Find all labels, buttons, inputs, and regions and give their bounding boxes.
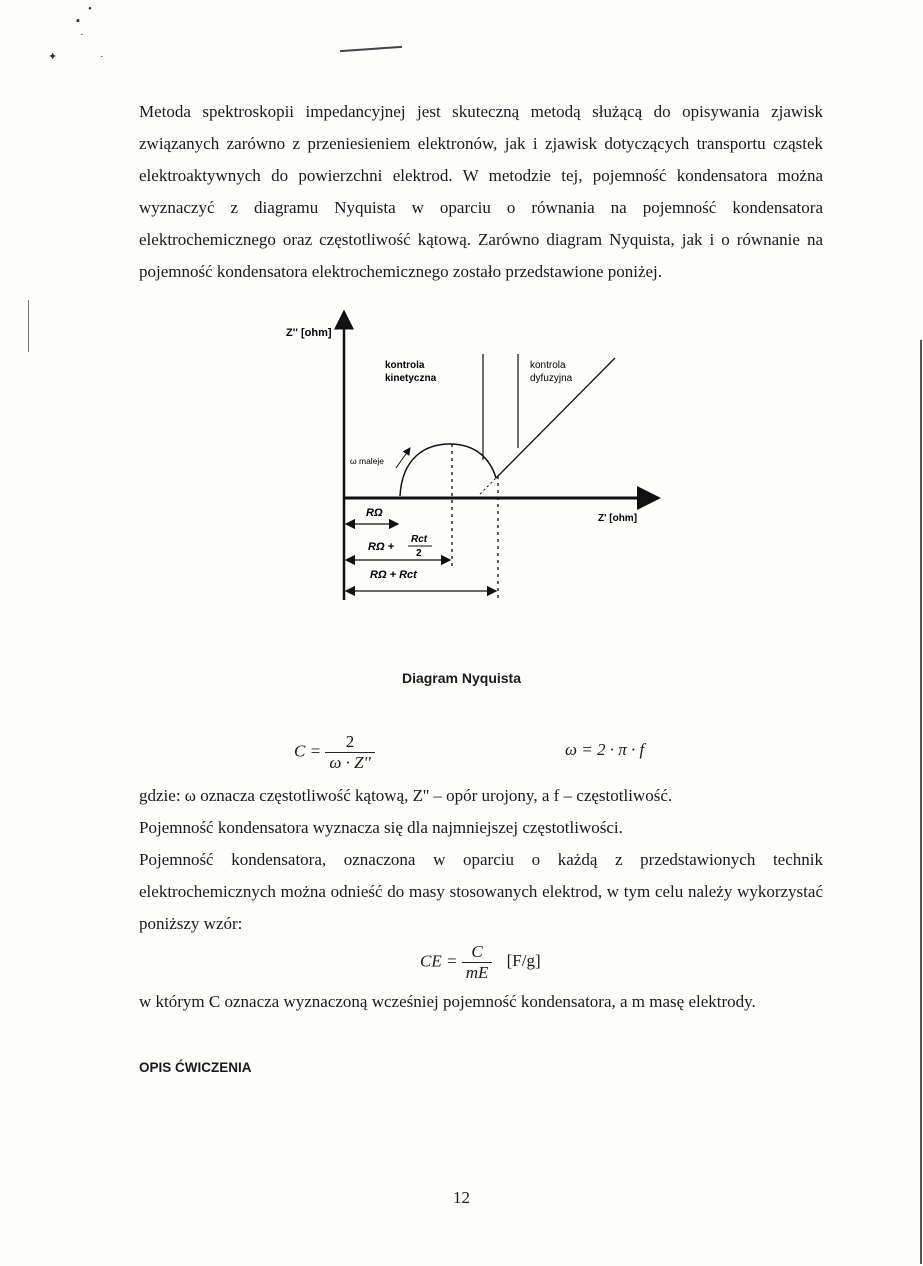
rct-den: 2: [416, 548, 422, 559]
page-edge-shadow: [920, 340, 922, 1264]
intro-paragraph: Metoda spektroskopii impedancyjnej jest skuteczną metodą służącą do opisywania zjawisk związanych zarówno z przeniesieniem elektronów, jak i zjawisk dotyczących transportu cząstek elektroaktywnych do powierzchni elektrod. W metodzie tej, pojemność kondensatora można wyznaczyć z diagramu Nyquista w oparciu o równania na pojemność kondensatora elektrochemicznego oraz częstotliwość kątową. Zarówno diagram Nyquista, jak i o równanie na pojemność kondensatora elektrochemicznego zostało przedstawione poniżej.: [139, 102, 823, 281]
page-number: 12: [453, 1188, 470, 1207]
y-axis-label: Z'' [ohm]: [286, 327, 332, 339]
semicircle-curve: [400, 444, 496, 496]
nyquist-diagram: [280, 308, 680, 608]
min-frequency-line: Pojemność kondensatora wyznacza się dla najmniejszej częstotliwości.: [139, 818, 623, 837]
capacitance-fraction: $\frac{2}{\omega \cdot Z''}$: [325, 732, 374, 773]
section-heading: OPIS ĆWICZENIA: [139, 1060, 252, 1075]
scan-speck: ·: [80, 29, 84, 41]
specific-capacitance-formula: CE = $\frac{C}{mE}$ [F/g]: [420, 942, 541, 982]
x-axis-label: Z' [ohm]: [598, 513, 638, 524]
explanation-block: [139, 780, 823, 940]
scan-speck: ▪: [76, 15, 80, 27]
angular-frequency-formula: ω = 2 · π · f: [565, 740, 645, 759]
label-diffusion: kontrola dyfuzyjna: [530, 360, 573, 384]
r-omega-rct-label: RΩ + Rct: [370, 569, 417, 581]
label-kinetic: kontrola kinetyczna: [385, 360, 437, 384]
dashed-tangent: [480, 478, 496, 494]
scan-dash: [340, 46, 402, 52]
r-omega-label: RΩ: [366, 507, 383, 519]
scan-speck: ✦: [48, 51, 58, 63]
scan-speck: •: [88, 3, 92, 15]
scan-speck: ·: [100, 51, 104, 63]
after-formula-paragraph: w którym C oznacza wyznaczoną wcześniej pojemność kondensatora, a m masę elektrody.: [139, 992, 756, 1011]
specific-capacitance-fraction: $\frac{C}{mE}$: [462, 942, 493, 983]
figure-caption: Diagram Nyquista: [401, 670, 522, 686]
r-omega-half-label: RΩ +: [368, 541, 395, 553]
capacitance-formula: C = $\frac{2}{\omega \cdot Z''}$: [294, 732, 375, 773]
scan-edge-line: [28, 300, 29, 352]
electrode-paragraph: Pojemność kondensatora, oznaczona w oparciu o każdą z przedstawionych technik elektrochemicznych można odnieść do masy stosowanych elektrod, w tym celu należy wykorzystać poniższy wzór:: [139, 850, 823, 933]
where-line: gdzie: ω oznacza częstotliwość kątową, Z'' – opór urojony, a f – częstotliwość.: [139, 786, 673, 805]
rct-num: Rct: [411, 534, 428, 545]
omega-decreasing-label: ω maleje: [350, 456, 385, 466]
